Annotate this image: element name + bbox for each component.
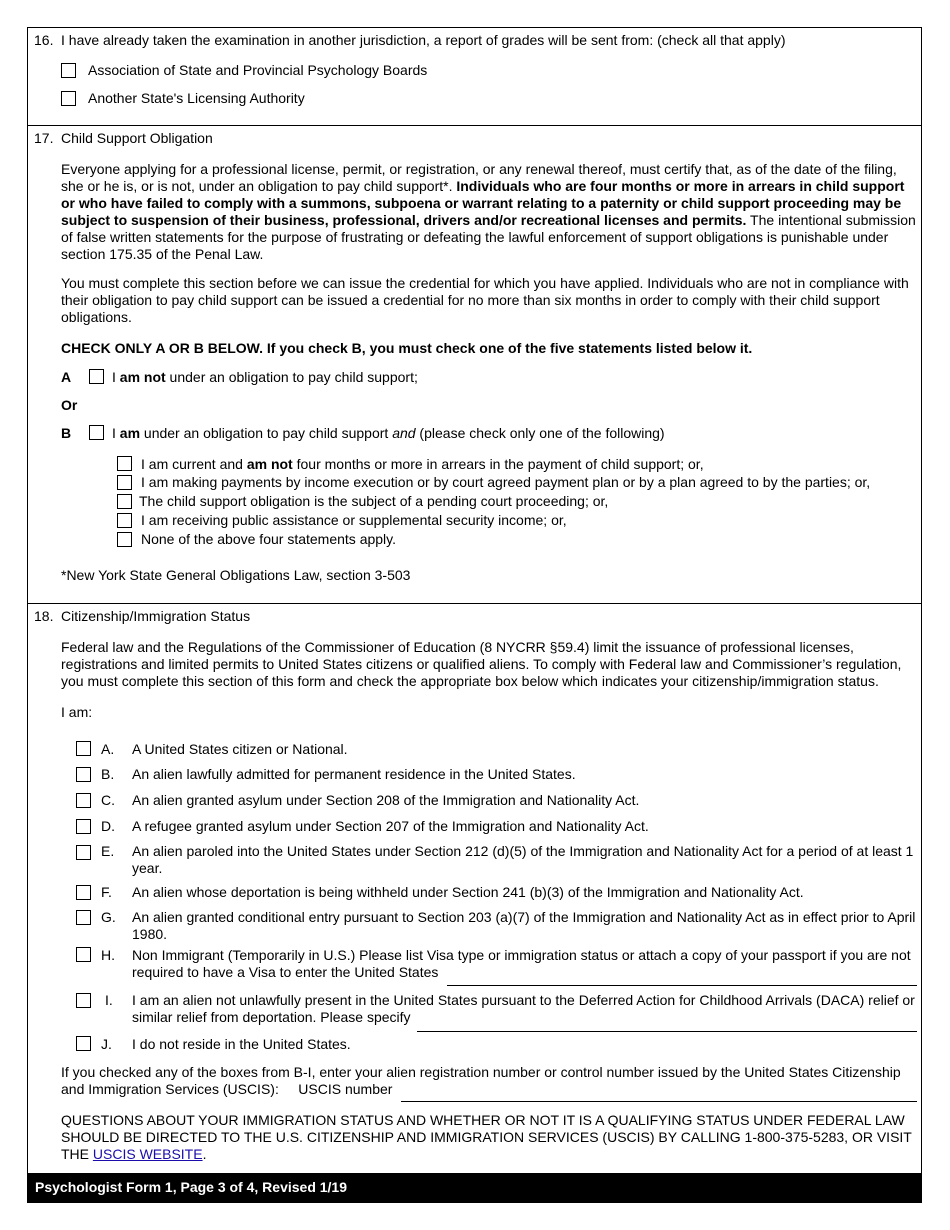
q18-option-c-text: An alien granted asylum under Section 208 of the Immigration and Nationality Act. bbox=[132, 792, 640, 808]
q18-option-i-letter: I. bbox=[105, 992, 113, 1008]
q18-checkbox-g[interactable] bbox=[76, 910, 91, 925]
q17-sub-checkbox-none[interactable] bbox=[117, 532, 132, 547]
q17-checkbox-a[interactable] bbox=[89, 369, 104, 384]
q16-checkbox-asppb[interactable] bbox=[61, 63, 76, 78]
form-page bbox=[27, 27, 922, 1203]
q17-checkbox-b[interactable] bbox=[89, 425, 104, 440]
q18-checkbox-b[interactable] bbox=[76, 767, 91, 782]
q17-sub-current: I am current and am not four months or more in arrears in the payment of child support; or, bbox=[141, 456, 704, 472]
q17-option-a-text: I am not under an obligation to pay child support; bbox=[112, 369, 418, 385]
q18-option-d-letter: D. bbox=[101, 818, 115, 834]
q18-option-e-letter: E. bbox=[101, 843, 115, 859]
q18-option-b-text: An alien lawfully admitted for permanent residence in the United States. bbox=[132, 766, 576, 782]
q17-sub-checkbox-assistance[interactable] bbox=[117, 513, 132, 528]
q18-checkbox-j[interactable] bbox=[76, 1036, 91, 1051]
q18-option-a-letter: A. bbox=[101, 741, 115, 757]
q18-option-g-text: An alien granted conditional entry pursuant to Section 203 (a)(7) of the Immigration and Nationality Act as in effect prior to April 1980. bbox=[132, 909, 916, 942]
q16-text: I have already taken the examination in another jurisdiction, a report of grades will be sent from: (check all that apply) bbox=[61, 32, 786, 48]
q18-checkbox-i[interactable] bbox=[76, 993, 91, 1008]
q18-checkbox-f[interactable] bbox=[76, 885, 91, 900]
q17-sub-checkbox-current[interactable] bbox=[117, 456, 132, 471]
q18-visa-type-field[interactable] bbox=[447, 985, 917, 986]
q18-option-j-text: I do not reside in the United States. bbox=[132, 1036, 351, 1052]
q17-sub-none: None of the above four statements apply. bbox=[141, 531, 397, 547]
q18-i-am: I am: bbox=[61, 704, 93, 720]
divider-16-17 bbox=[28, 125, 921, 126]
q17-footnote: *New York State General Obligations Law, section 3-503 bbox=[61, 567, 411, 583]
q18-checkbox-d[interactable] bbox=[76, 819, 91, 834]
q18-checkbox-h[interactable] bbox=[76, 947, 91, 962]
q17-sub-payments: I am making payments by income execution or by court agreed payment plan or by a plan agreed to by the parties; or, bbox=[141, 474, 871, 490]
q17-sub-checkbox-payments[interactable] bbox=[117, 475, 132, 490]
q17-sub-court: The child support obligation is the subject of a pending court proceeding; or, bbox=[139, 493, 609, 509]
q17-title: Child Support Obligation bbox=[61, 130, 213, 146]
q17-or: Or bbox=[61, 397, 78, 413]
uscis-website-link[interactable]: USCIS WEBSITE bbox=[92, 1146, 203, 1162]
q17-check-instruction: CHECK ONLY A OR B BELOW. If you check B, you must check one of the five statements listed below it. bbox=[61, 340, 753, 356]
q18-option-j-letter: J. bbox=[101, 1036, 112, 1052]
q18-option-g-letter: G. bbox=[101, 909, 116, 925]
q16-checkbox-state-authority[interactable] bbox=[61, 91, 76, 106]
q17-paragraph-1: Everyone applying for a professional license, permit, or registration, or any renewal thereof, must certify that, as of the date of the filing, she or he is, or is not, under an obligation to pay child support*. Individuals who are four months or more in arrears in child support or who have failed to comply with a summons, subpoena or warrant relating to a paternity or child support proceeding may be subject to suspension of their business, professional, drivers and/or recreational licenses and permits. The intentional submission of false written statements for the purpose of frustrating or defeating the lawful enforcement of support obligations is punishable under section 175.35 of the Penal Law. bbox=[61, 161, 916, 262]
q17-number: 17. bbox=[34, 130, 54, 146]
q18-checkbox-c[interactable] bbox=[76, 793, 91, 808]
q18-option-b-letter: B. bbox=[101, 766, 115, 782]
q17-option-a-label: A bbox=[61, 369, 72, 385]
q17-sub-assistance: I am receiving public assistance or supplemental security income; or, bbox=[141, 512, 567, 528]
q18-option-h-letter: H. bbox=[101, 947, 115, 963]
q18-option-f-text: An alien whose deportation is being withheld under Section 241 (b)(3) of the Immigration and Nationality Act. bbox=[132, 884, 804, 900]
q18-number: 18. bbox=[34, 608, 54, 624]
divider-17-18 bbox=[28, 603, 921, 604]
q17-sub-checkbox-court[interactable] bbox=[117, 494, 132, 509]
q18-option-d-text: A refugee granted asylum under Section 207 of the Immigration and Nationality Act. bbox=[132, 818, 649, 834]
q18-uscis-label: USCIS number bbox=[298, 1081, 393, 1097]
q18-checkbox-a[interactable] bbox=[76, 741, 91, 756]
q17-paragraph-2: You must complete this section before we can issue the credential for which you have applied. Individuals who are not in compliance with their obligation to pay child support can be issued a credential for no more than six months in order to comply with their child support obligations. bbox=[61, 275, 909, 325]
q18-option-h-text: Non Immigrant (Temporarily in U.S.) Please list Visa type or immigration status or attach a copy of your passport if you are not required to have a Visa to enter the United States bbox=[132, 947, 911, 980]
q18-option-a-text: A United States citizen or National. bbox=[132, 741, 348, 757]
q16-option-state-authority: Another State's Licensing Authority bbox=[88, 90, 305, 106]
q18-paragraph-1: Federal law and the Regulations of the Commissioner of Education (8 NYCRR §59.4) limit the issuance of professional licenses, registrations and limited permits to United States citizens or qualified aliens. To comply with Federal law and Commissioner’s regulation, you must complete this section of this form and check the appropriate box below which indicates your citizenship/immigration status. bbox=[61, 639, 902, 689]
q16-number: 16. bbox=[34, 32, 54, 48]
q18-option-f-letter: F. bbox=[101, 884, 112, 900]
q17-option-b-label: B bbox=[61, 425, 72, 441]
q16-option-asppb: Association of State and Provincial Psychology Boards bbox=[88, 62, 428, 78]
q18-option-c-letter: C. bbox=[101, 792, 115, 808]
q17-option-b-text: I am under an obligation to pay child support and (please check only one of the following) bbox=[112, 425, 665, 441]
q18-option-e-text: An alien paroled into the United States under Section 212 (d)(5) of the Immigration and Nationality Act for a period of at least 1 year. bbox=[132, 843, 914, 876]
page-footer: Psychologist Form 1, Page 3 of 4, Revised 1/19 bbox=[28, 1173, 921, 1202]
q18-uscis-instructions: If you checked any of the boxes from B-I, enter your alien registration number or control number issued by the United States Citizenship and Immigration Services (USCIS): USCIS number bbox=[61, 1064, 901, 1097]
q18-uscis-number-field[interactable] bbox=[401, 1101, 917, 1102]
q18-daca-specify-field[interactable] bbox=[417, 1031, 917, 1032]
q18-option-i-text: I am an alien not unlawfully present in the United States pursuant to the Deferred Action for Childhood Arrivals (DACA) relief or similar relief from deportation. Please specify bbox=[132, 992, 915, 1025]
q18-checkbox-e[interactable] bbox=[76, 845, 91, 860]
q18-questions-notice: QUESTIONS ABOUT YOUR IMMIGRATION STATUS AND WHETHER OR NOT IT IS A QUALIFYING STATUS UNDER FEDERAL LAW SHOULD BE DIRECTED TO THE U.S. CITIZENSHIP AND IMMIGRATION SERVICES (USCIS) BY CALLING 1-800-375-5283, OR VISIT THE USCIS WEBSITE. bbox=[61, 1112, 912, 1162]
q18-title: Citizenship/Immigration Status bbox=[61, 608, 251, 624]
